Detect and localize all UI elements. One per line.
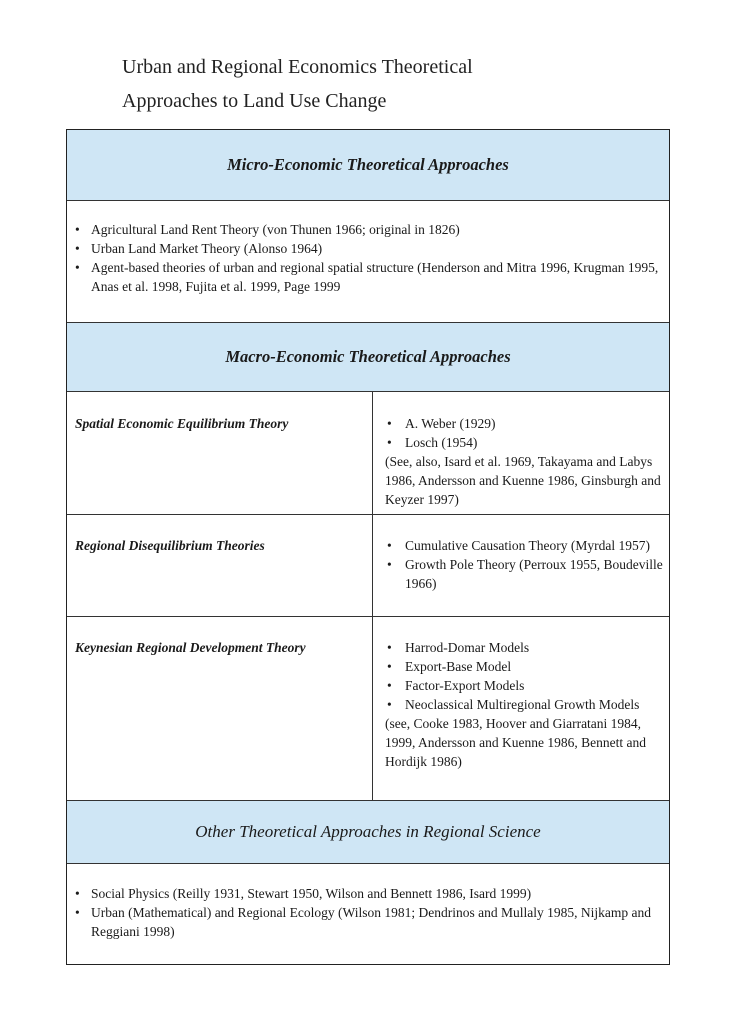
list-item: • Urban (Mathematical) and Regional Ecology (Wilson 1981; Dendrinos and Mullaly 1985, Nijkamp and Reggiani 1998)	[71, 903, 661, 941]
micro-list	[71, 220, 661, 296]
theory-regional-disequilibrium: Regional Disequilibrium Theories	[75, 538, 265, 553]
row-spatial-equilibrium-detail	[379, 414, 667, 509]
list-item: • A. Weber (1929)	[379, 414, 667, 433]
other-list	[71, 884, 661, 941]
list-item: • Factor-Export Models	[379, 676, 667, 695]
list-item: • Agent-based theories of urban and regional spatial structure (Henderson and Mitra 1996, Krugman 1995, Anas et al. 1998, Fujita et al. 1999, Page 1999	[71, 258, 661, 296]
theory-keynesian: Keynesian Regional Development Theory	[75, 640, 306, 655]
list-item: • Export-Base Model	[379, 657, 667, 676]
column-divider	[372, 391, 373, 801]
macro-heading: Macro-Economic Theoretical Approaches	[67, 323, 669, 392]
divider	[67, 514, 669, 515]
list-item: • Social Physics (Reilly 1931, Stewart 1950, Wilson and Bennett 1986, Isard 1999)	[71, 884, 661, 903]
divider	[67, 616, 669, 617]
list-item: • Losch (1954)	[379, 433, 667, 452]
page-title-line-2: Approaches to Land Use Change	[122, 90, 387, 112]
list-item: • Urban Land Market Theory (Alonso 1964)	[71, 239, 661, 258]
theory-spatial-equilibrium: Spatial Economic Equilibrium Theory	[75, 416, 289, 431]
other-heading: Other Theoretical Approaches in Regional Science	[67, 801, 669, 864]
reference-note: (see, Cooke 1983, Hoover and Giarratani 1984, 1999, Andersson and Kuenne 1986, Bennett and Hordijk 1986)	[385, 716, 646, 769]
list-item: • Cumulative Causation Theory (Myrdal 1957)	[379, 536, 667, 555]
list-item: • Agricultural Land Rent Theory (von Thunen 1966; original in 1826)	[71, 220, 661, 239]
row-regional-disequilibrium-detail	[379, 536, 667, 593]
page-title	[122, 50, 473, 118]
page-title-line-1: Urban and Regional Economics Theoretical	[122, 56, 473, 78]
list-item: • Growth Pole Theory (Perroux 1955, Boudeville 1966)	[379, 555, 667, 593]
row-keynesian-detail	[379, 638, 667, 771]
list-item: • Neoclassical Multiregional Growth Models	[379, 695, 667, 714]
theory-table	[66, 129, 670, 965]
list-item: • Harrod-Domar Models	[379, 638, 667, 657]
micro-heading: Micro-Economic Theoretical Approaches	[67, 130, 669, 201]
reference-note: (See, also, Isard et al. 1969, Takayama and Labys 1986, Andersson and Kuenne 1986, Ginsburgh and Keyzer 1997)	[385, 454, 661, 507]
